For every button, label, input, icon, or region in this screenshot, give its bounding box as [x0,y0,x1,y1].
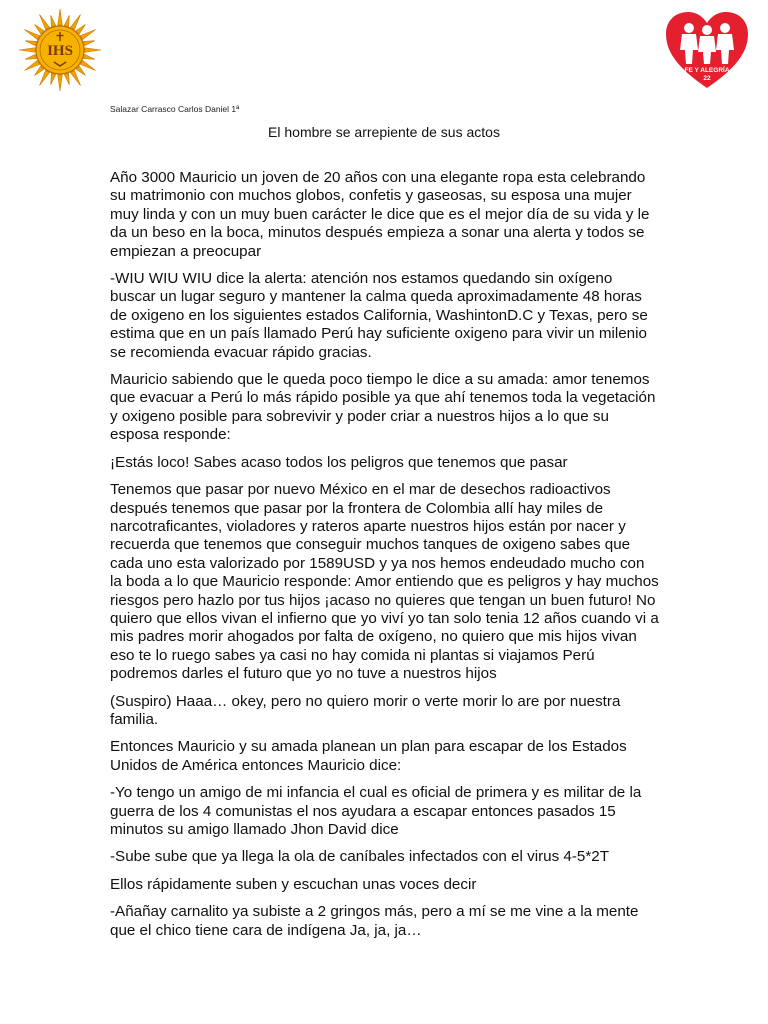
svg-text:22: 22 [703,75,711,82]
fe-y-alegria-logo [664,10,750,90]
ihs-sun-logo [18,8,102,92]
paragraph: -Sube sube que ya llega la ola de caníbales infectados con el virus 4-5*2T [110,848,609,866]
ihs-sun-emblem-icon [18,8,102,92]
author-name: Salazar Carrasco Carlos Daniel 1ª [110,104,240,114]
document-body [110,169,660,949]
svg-text:FE Y ALEGRÍA: FE Y ALEGRÍA [684,67,730,74]
svg-text:IHS: IHS [47,43,73,59]
paragraph: -Yo tengo un amigo de mi infancia el cual es oficial de primera y es militar de la guerra de los 4 comunistas el nos ayudara a escapar entonces pasados 15 minutos su amigo llamado Jhon David dice [110,784,642,838]
paragraph: -WIU WIU WIU dice la alerta: atención nos estamos quedando sin oxígeno buscar un lugar seguro y mantener la calma queda aproximadamente 48 horas de oxigeno en los siguientes estados California, WashintonD.C y Texas, pero se estima que en un país llamado Perú hay suficiente oxigeno para vivir un milenio se recomienda evacuar rápido gracias. [110,270,648,361]
paragraph: Ellos rápidamente suben y escuchan unas voces decir [110,875,477,893]
document-title: El hombre se arrepiente de sus actos [268,124,500,140]
paragraph: (Suspiro) Haaa… okey, pero no quiero morir o verte morir lo are por nuestra familia. [110,692,621,728]
paragraph: Año 3000 Mauricio un joven de 20 años con una elegante ropa esta celebrando su matrimonio con muchos globos, confetis y gaseosas, su esposa una mujer muy linda y con un muy buen carácter le dice que es el mejor día de su vida y le da un beso en la boca, minutos después empieza a sonar una alerta y todos se empiezan a preocupar [110,169,650,260]
paragraph: Mauricio sabiendo que le queda poco tiempo le dice a su amada: amor tenemos que evacuar a Perú lo más rápido posible ya que ahí tenemos toda la vegetación y oxigeno posible para sobrevivir y poder criar a nuestros hijos a lo que su esposa responde: [110,371,656,444]
paragraph: ¡Estás loco! Sabes acaso todos los peligros que tenemos que pasar [110,453,568,471]
paragraph: Entonces Mauricio y su amada planean un plan para escapar de los Estados Unidos de América entonces Mauricio dice: [110,738,627,774]
paragraph: Tenemos que pasar por nuevo México en el mar de desechos radioactivos después tenemos que pasar por la frontera de Colombia allí hay miles de narcotraficantes, violadores y rateros aparte nuestros hijos están por nacer y recuerda que tenemos que conseguir muchos tanques de oxigeno sabes que cada uno esta valorizado por 1589USD y ya nos hemos endeudado mucho con la boda a lo que Mauricio responde: Amor entiendo que es peligros y hay muchos riesgos pero hazlo por tus hijos ¡acaso no quieres que tengan un buen futuro! No quiero que ellos vivan el infierno que yo viví yo tan solo tenia 12 años cuando vi a mis padres morir ahogados por falta de oxígeno, no quiero que mis hijos vivan eso te lo ruego sabes ya casi no hay comida ni plantas si viajamos Perú podremos darles el futuro que yo no tuve a nuestros hijos [110,481,659,683]
fe-y-alegria-heart-icon [664,10,750,90]
paragraph: -Añañay carnalito ya subiste a 2 gringos más, pero a mí se me vine a la mente que el chico tiene cara de indígena Ja, ja, ja… [110,903,639,939]
